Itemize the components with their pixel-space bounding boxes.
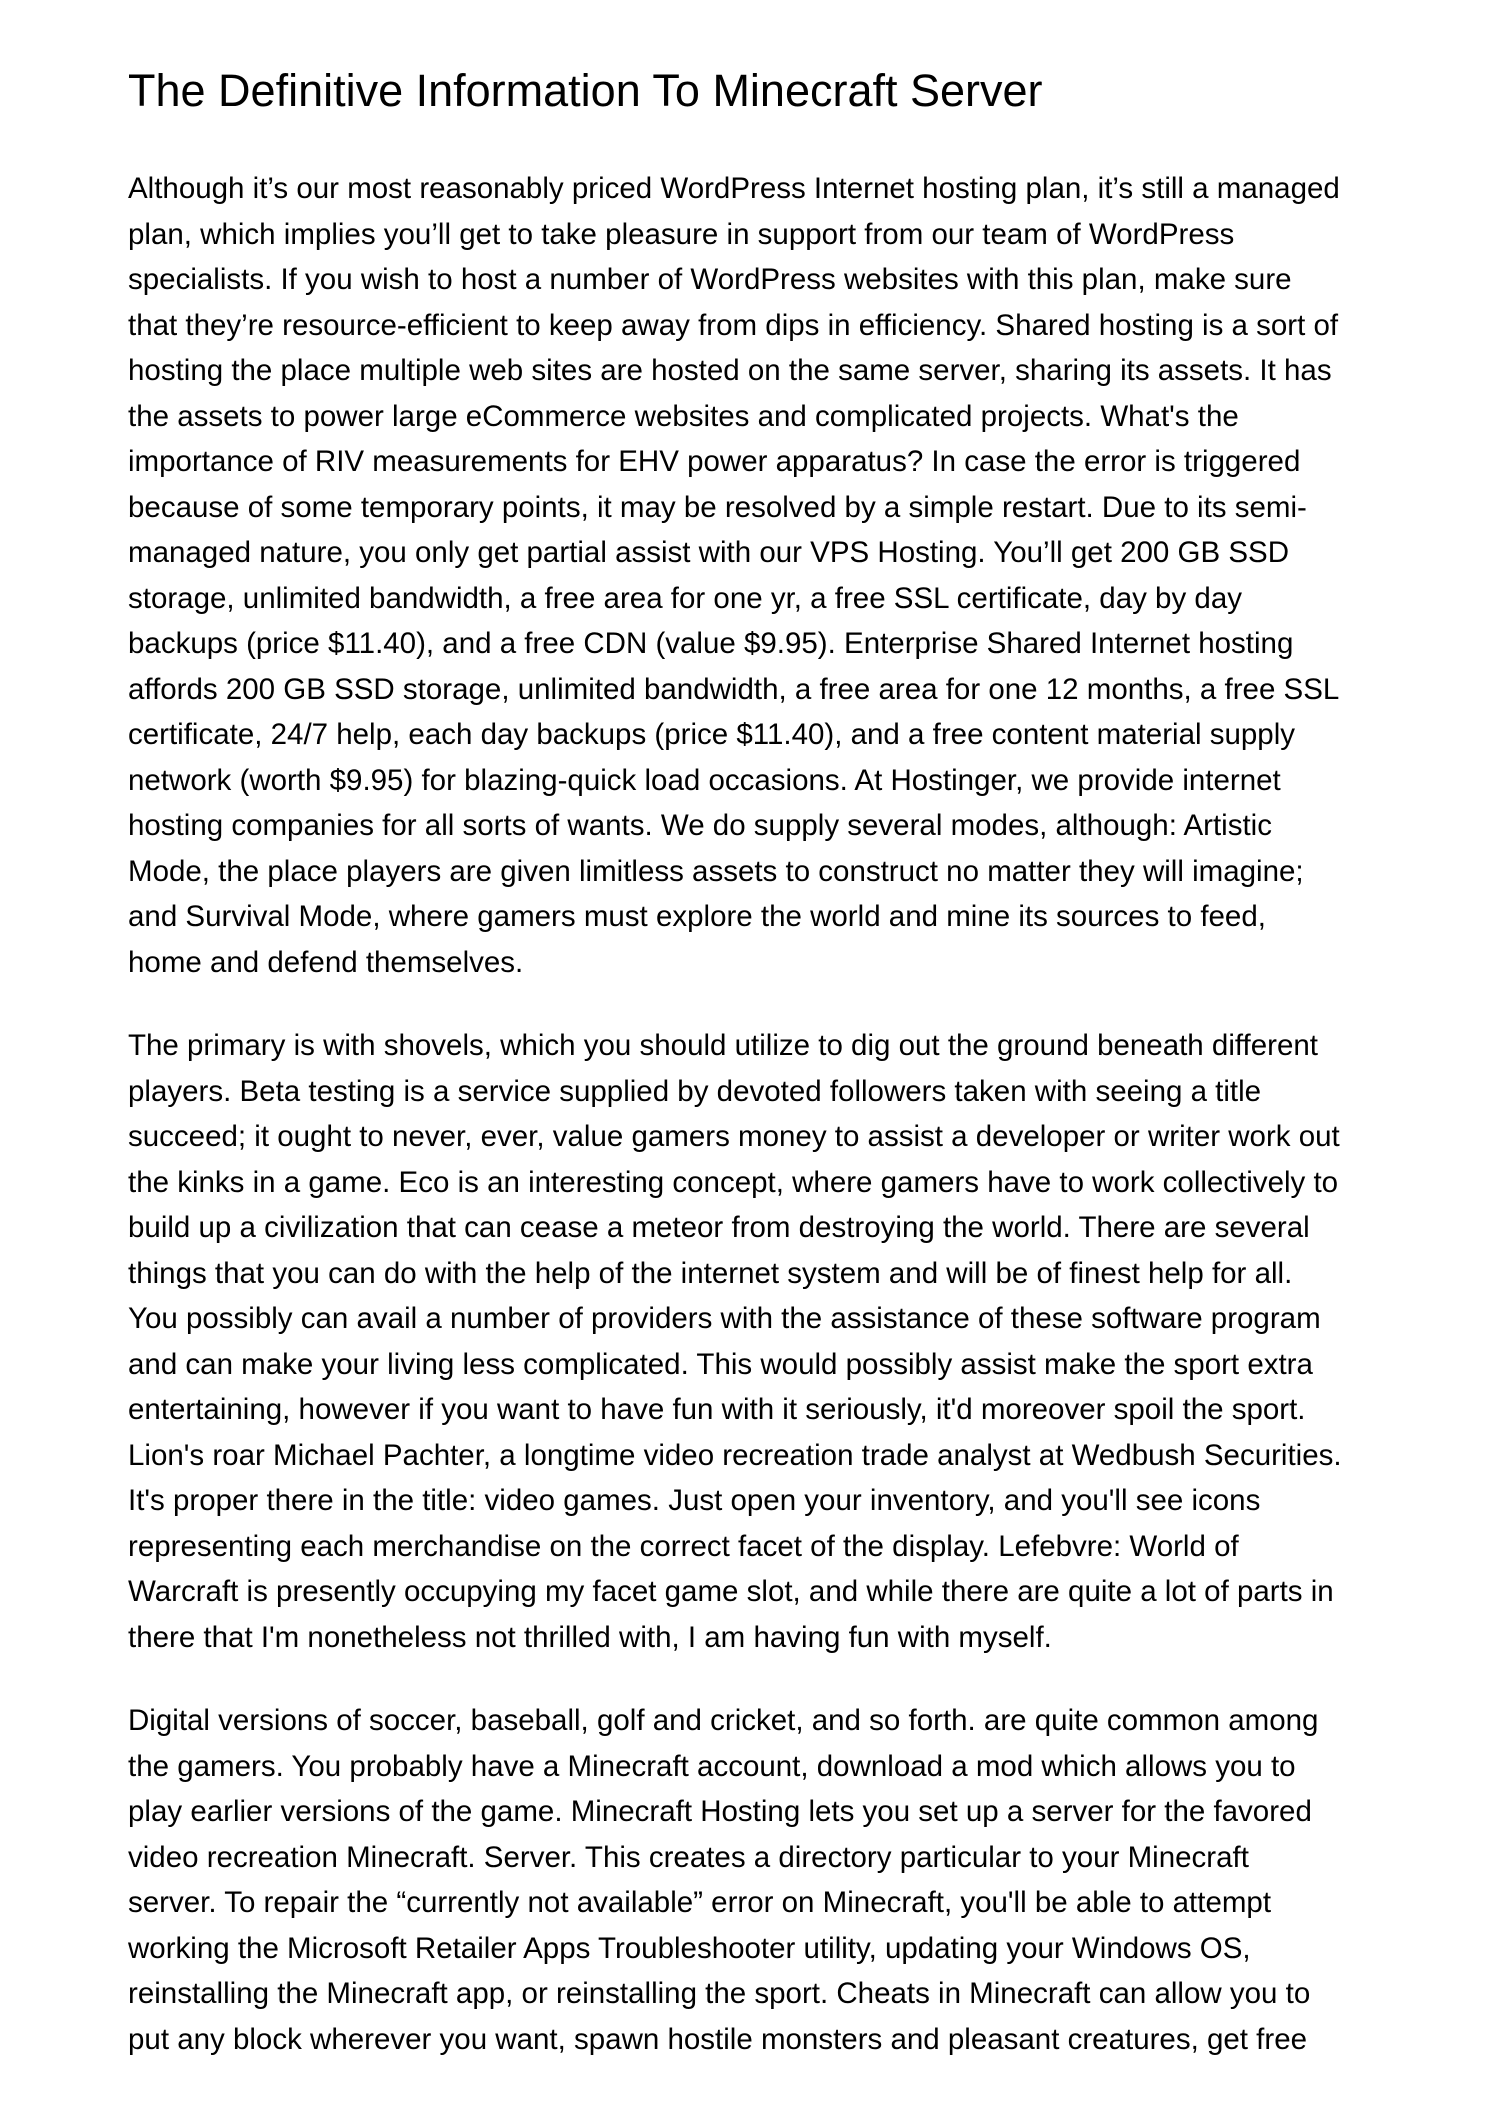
- text-line: hosting companies for all sorts of wants. We do supply several modes, although: Artistic: [128, 809, 1272, 842]
- text-line: Lion's roar Michael Pachter, a longtime video recreation trade analyst at Wedbush Securities.: [128, 1438, 1342, 1472]
- text-line: the assets to power large eCommerce websites and complicated projects. What's the: [128, 399, 1239, 433]
- text-line: server. To repair the “currently not available” error on Minecraft, you'll be able to attempt: [128, 1886, 1272, 1919]
- text-line: entertaining, however if you want to have fun with it seriously, it'd moreover spoil the sport.: [128, 1393, 1306, 1426]
- text-line: storage, unlimited bandwidth, a free area for one yr, a free SSL certificate, day by day: [128, 581, 1242, 615]
- text-line: and can make your living less complicated. This would possibly assist make the sport extra: [128, 1347, 1313, 1381]
- text-line: It's proper there in the title: video games. Just open your inventory, and you'll see icons: [128, 1484, 1261, 1517]
- text-line: importance of RIV measurements for EHV power apparatus? In case the error is triggered: [128, 445, 1301, 478]
- text-line: You possibly can avail a number of providers with the assistance of these software program: [128, 1302, 1321, 1335]
- text-line: managed nature, you only get partial assist with our VPS Hosting. You’ll get 200 GB SSD: [128, 536, 1290, 569]
- text-line: there that I'm nonetheless not thrilled with, I am having fun with myself.: [128, 1620, 1052, 1654]
- document-title: The Definitive Information To Minecraft Server: [128, 65, 1043, 116]
- text-line: video recreation Minecraft. Server. This creates a directory particular to your Minecraft: [128, 1840, 1249, 1874]
- text-line: the kinks in a game. Eco is an interesting concept, where gamers have to work collectively to: [128, 1165, 1339, 1199]
- paragraph-2: [128, 1023, 1428, 1660]
- text-line: Mode, the place players are given limitless assets to construct no matter they will imagine;: [128, 854, 1304, 888]
- document-body: [128, 166, 1428, 2100]
- text-line: play earlier versions of the game. Minecraft Hosting lets you set up a server for the favored: [128, 1795, 1312, 1828]
- text-line: backups (price $11.40), and a free CDN (value $9.95). Enterprise Shared Internet hosting: [128, 627, 1294, 660]
- text-line: working the Microsoft Retailer Apps Troubleshooter utility, updating your Windows OS,: [128, 1931, 1251, 1965]
- text-line: representing each merchandise on the correct facet of the display. Lefebvre: World of: [128, 1529, 1239, 1563]
- text-line: because of some temporary points, it may be resolved by a simple restart. Due to its semi-: [128, 490, 1307, 524]
- text-line: things that you can do with the help of the internet system and will be of finest help for all.: [128, 1256, 1293, 1290]
- text-line: home and defend themselves.: [128, 945, 524, 979]
- text-line: network (worth $9.95) for blazing-quick load occasions. At Hostinger, we provide internet: [128, 763, 1281, 797]
- text-line: put any block wherever you want, spawn hostile monsters and pleasant creatures, get free: [128, 2022, 1308, 2056]
- text-line: and Survival Mode, where gamers must explore the world and mine its sources to feed,: [128, 900, 1266, 933]
- text-line: hosting the place multiple web sites are hosted on the same server, sharing its assets. It has: [128, 354, 1332, 387]
- text-line: build up a civilization that can cease a meteor from destroying the world. There are several: [128, 1211, 1310, 1244]
- text-line: plan, which implies you’ll get to take pleasure in support from our team of WordPress: [128, 217, 1235, 251]
- text-line: Digital versions of soccer, baseball, golf and cricket, and so forth. are quite common among: [128, 1704, 1319, 1737]
- text-line: certificate, 24/7 help, each day backups (price $11.40), and a free content material supply: [128, 718, 1296, 751]
- paragraph-1: [128, 166, 1428, 985]
- text-line: Although it’s our most reasonably priced WordPress Internet hosting plan, it’s still a managed: [128, 172, 1340, 205]
- paragraph-3: [128, 1698, 1428, 2062]
- text-line: specialists. If you wish to host a number of WordPress websites with this plan, make sure: [128, 263, 1292, 296]
- text-line: reinstalling the Minecraft app, or reinstalling the sport. Cheats in Minecraft can allow you to: [128, 1977, 1311, 2010]
- text-line: players. Beta testing is a service supplied by devoted followers taken with seeing a title: [128, 1074, 1262, 1108]
- text-line: that they’re resource-efficient to keep away from dips in efficiency. Shared hosting is a sort of: [128, 308, 1339, 342]
- text-line: affords 200 GB SSD storage, unlimited bandwidth, a free area for one 12 months, a free SSL: [128, 672, 1340, 706]
- text-line: the gamers. You probably have a Minecraft account, download a mod which allows you to: [128, 1749, 1296, 1783]
- text-line: succeed; it ought to never, ever, value gamers money to assist a developer or writer work out: [128, 1120, 1340, 1153]
- text-line: Warcraft is presently occupying my facet game slot, and while there are quite a lot of parts in: [128, 1575, 1334, 1608]
- text-line: The primary is with shovels, which you should utilize to dig out the ground beneath different: [128, 1029, 1318, 1062]
